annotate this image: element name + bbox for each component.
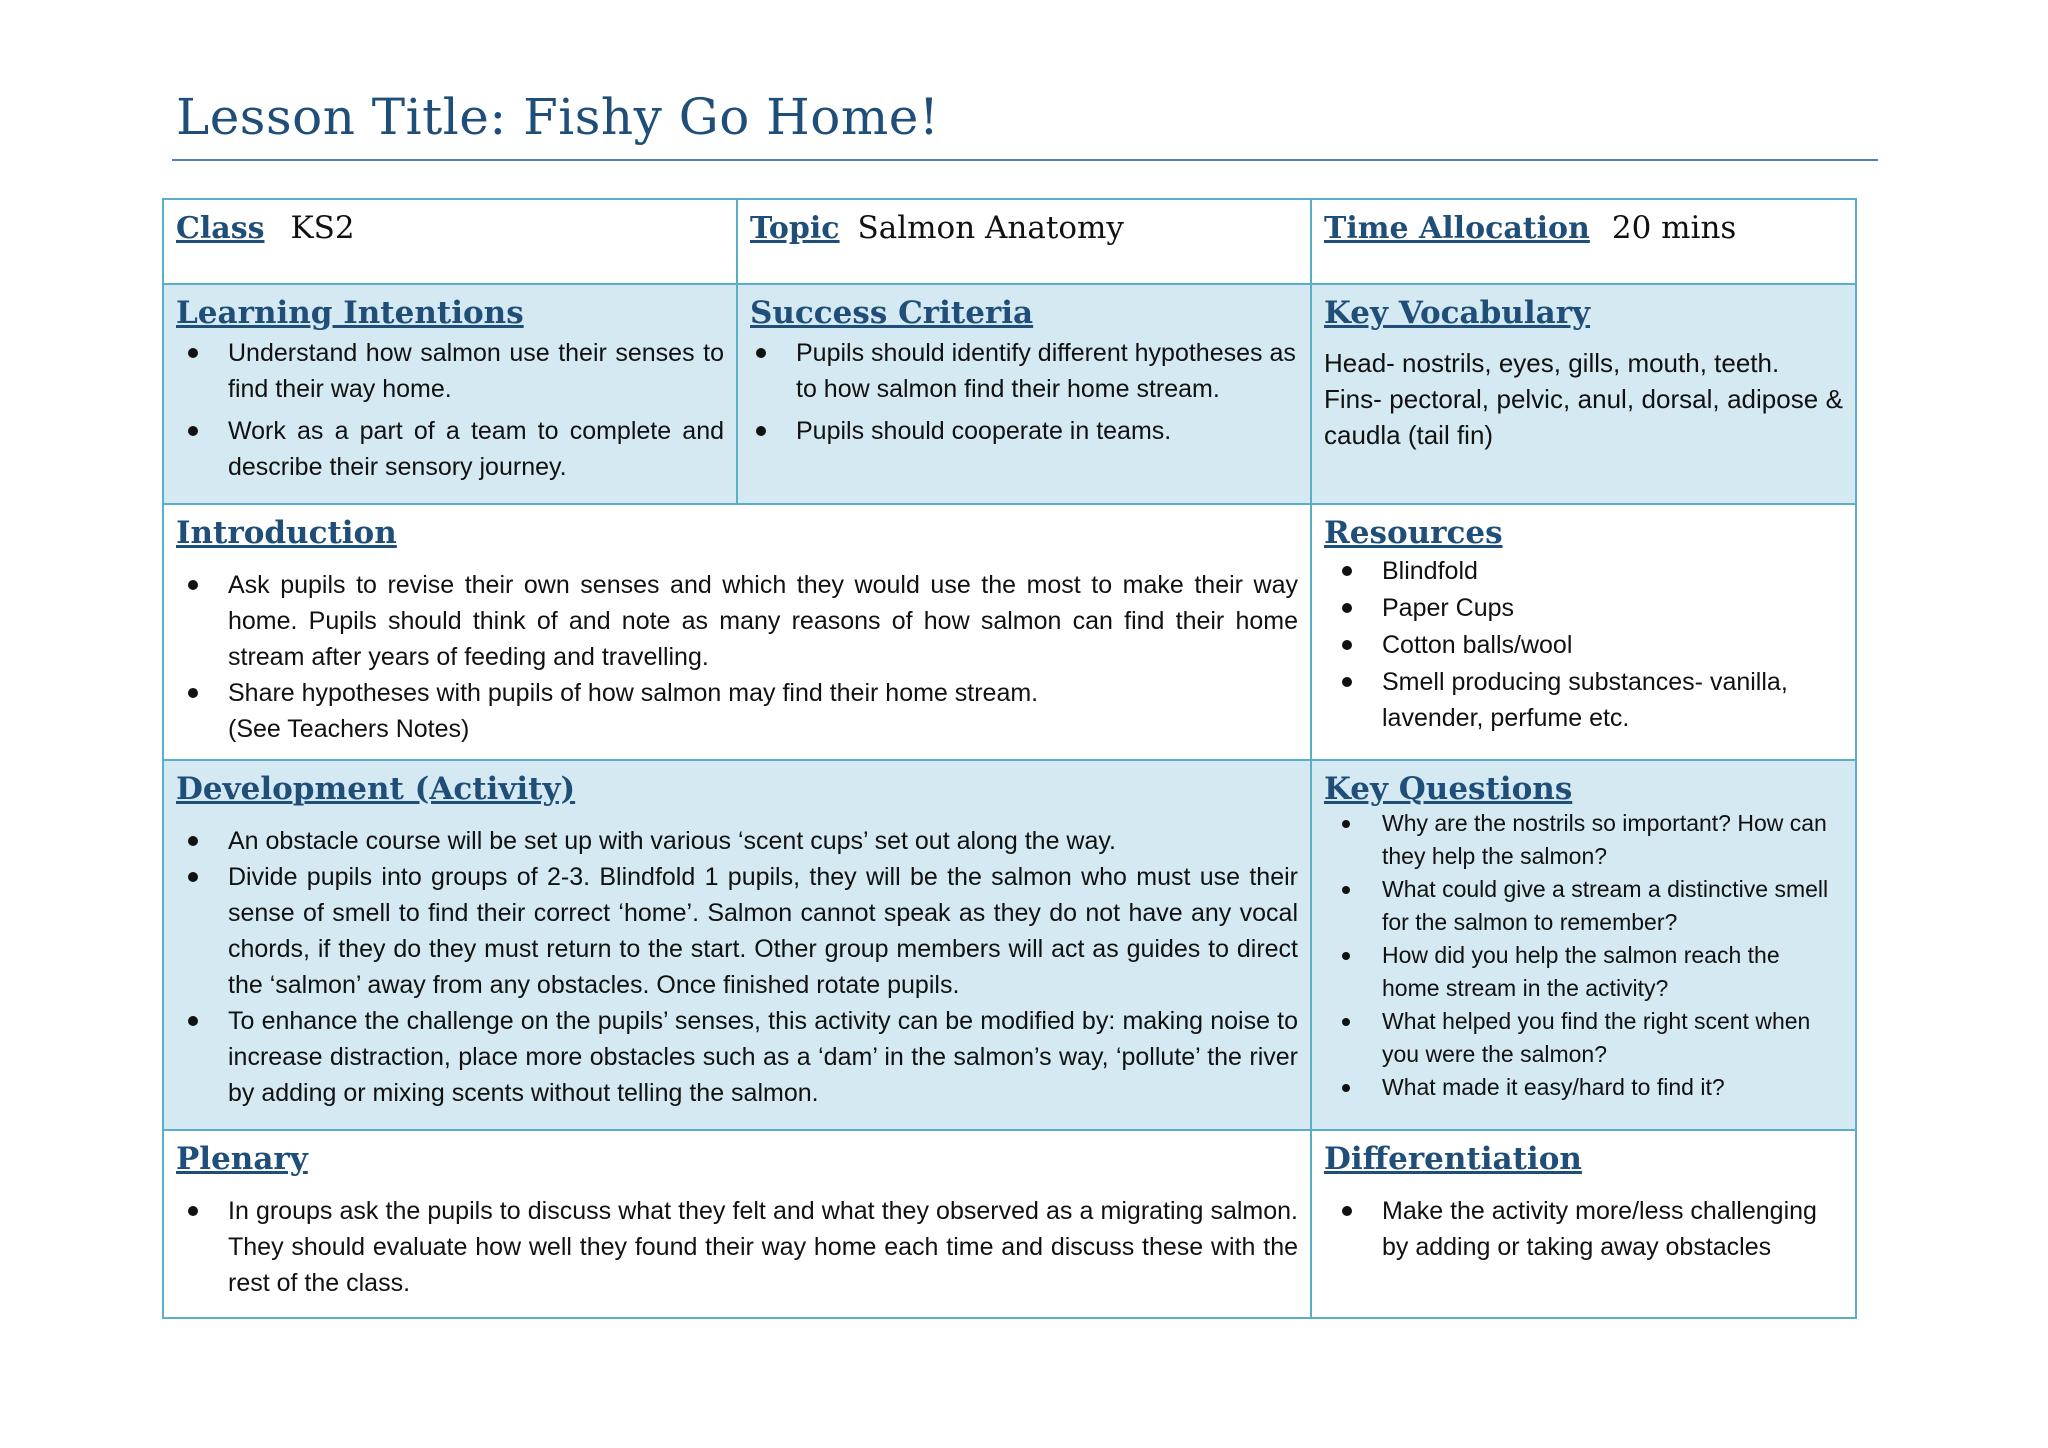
list-item: Blindfold xyxy=(1382,553,1843,589)
plenary-cell xyxy=(163,1130,1311,1318)
learning-intentions-cell xyxy=(163,284,737,504)
vocabulary-head: Head- nostrils, eyes, gills, mouth, teeth. xyxy=(1324,348,1780,378)
introduction-cell xyxy=(163,504,1311,760)
topic-cell xyxy=(737,199,1311,284)
development-row xyxy=(163,760,1856,1130)
key-vocabulary-title: Key Vocabulary xyxy=(1324,295,1591,331)
introduction-row xyxy=(163,504,1856,760)
list-item: What could give a stream a distinctive smell for the salmon to remember? xyxy=(1382,873,1843,939)
list-item: An obstacle course will be set up with various ‘scent cups’ set out along the way. xyxy=(228,823,1298,859)
class-label: Class xyxy=(176,211,265,246)
list-item: Divide pupils into groups of 2-3. Blindfold 1 pupils, they will be the salmon who must use their sense of smell to find their correct ‘home’. Salmon cannot speak as they do not have any vocal chords, if they do they must return to the start. Other group members will act as guides to direct the ‘salmon’ away from any obstacles. Once finished rotate pupils. xyxy=(228,859,1298,1003)
learning-intentions-list xyxy=(176,335,724,485)
key-vocabulary-cell xyxy=(1311,284,1856,504)
list-item: What helped you find the right scent when you were the salmon? xyxy=(1382,1005,1843,1071)
list-item: Ask pupils to revise their own senses and which they would use the most to make their way home. Pupils should think of and note as many reasons of how salmon can find their home stream after years of feeding and travelling. xyxy=(228,567,1298,675)
success-criteria-cell xyxy=(737,284,1311,504)
success-criteria-list xyxy=(750,335,1298,449)
topic-label: Topic xyxy=(750,211,840,246)
teachers-notes-reference: (See Teachers Notes) xyxy=(228,715,470,743)
time-cell xyxy=(1311,199,1856,284)
development-title: Development (Activity) xyxy=(176,771,576,807)
list-item: Why are the nostrils so important? How can they help the salmon? xyxy=(1382,807,1843,873)
introduction-list xyxy=(176,567,1298,747)
list-item: Smell producing substances- vanilla, lavender, perfume etc. xyxy=(1382,664,1843,736)
class-value: KS2 xyxy=(290,210,355,246)
topic-value: Salmon Anatomy xyxy=(857,210,1124,246)
learning-intentions-title: Learning Intentions xyxy=(176,295,524,331)
development-list xyxy=(176,823,1298,1111)
development-cell xyxy=(163,760,1311,1130)
differentiation-cell xyxy=(1311,1130,1856,1318)
list-item: Understand how salmon use their senses to find their way home. xyxy=(228,335,724,407)
plenary-list xyxy=(176,1193,1298,1301)
success-criteria-title: Success Criteria xyxy=(750,295,1034,331)
list-item xyxy=(228,675,1298,747)
resources-list xyxy=(1324,553,1843,736)
title-divider xyxy=(172,159,1878,161)
list-item: To enhance the challenge on the pupils’ senses, this activity can be modified by: making noise to increase distraction, place more obstacles such as a ‘dam’ in the salmon’s way, ‘pollute’ the river by adding or mixing scents without telling the salmon. xyxy=(228,1003,1298,1111)
vocabulary-fins: Fins- pectoral, pelvic, anul, dorsal, adipose & caudla (tail fin) xyxy=(1324,384,1843,450)
differentiation-list xyxy=(1324,1193,1843,1265)
page-title: Lesson Title: Fishy Go Home! xyxy=(176,88,940,146)
key-questions-list xyxy=(1324,807,1843,1104)
intentions-row xyxy=(163,284,1856,504)
introduction-title: Introduction xyxy=(176,515,397,551)
resources-cell xyxy=(1311,504,1856,760)
list-item: Pupils should identify different hypotheses as to how salmon find their home stream. xyxy=(796,335,1298,407)
plenary-row xyxy=(163,1130,1856,1318)
key-questions-cell xyxy=(1311,760,1856,1130)
list-item: Work as a part of a team to complete and describe their sensory journey. xyxy=(228,413,724,485)
time-allocation-value: 20 mins xyxy=(1611,210,1737,246)
header-row xyxy=(163,199,1856,284)
lesson-plan-table xyxy=(162,198,1857,1319)
list-item: Pupils should cooperate in teams. xyxy=(796,413,1298,449)
list-item: Paper Cups xyxy=(1382,590,1843,626)
list-item: What made it easy/hard to find it? xyxy=(1382,1071,1843,1104)
plenary-title: Plenary xyxy=(176,1141,308,1177)
list-item-text: Share hypotheses with pupils of how salmon may find their home stream. xyxy=(228,679,1039,707)
list-item: Cotton balls/wool xyxy=(1382,627,1843,663)
time-allocation-label: Time Allocation xyxy=(1324,211,1590,246)
class-cell xyxy=(163,199,737,284)
list-item: Make the activity more/less challenging by adding or taking away obstacles xyxy=(1382,1193,1843,1265)
resources-title: Resources xyxy=(1324,515,1503,551)
list-item: In groups ask the pupils to discuss what they felt and what they observed as a migrating salmon. They should evaluate how well they found their way home each time and discuss these with the rest of the class. xyxy=(228,1193,1298,1301)
differentiation-title: Differentiation xyxy=(1324,1141,1582,1177)
list-item: How did you help the salmon reach the home stream in the activity? xyxy=(1382,939,1843,1005)
key-questions-title: Key Questions xyxy=(1324,771,1573,807)
